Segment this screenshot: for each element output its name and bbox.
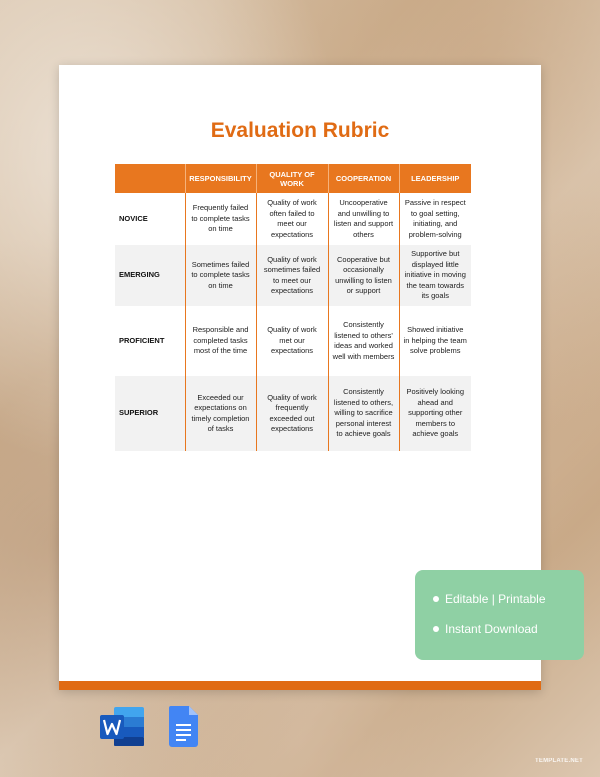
table-cell: Passive in respect to goal setting, initiating, and problem-solving: [399, 193, 471, 245]
table-row: [115, 193, 471, 245]
feature-item: [433, 592, 546, 606]
header-cell-cooperation: COOPERATION: [328, 164, 399, 193]
feature-item: [433, 622, 538, 636]
rubric-table: [115, 164, 471, 451]
header-cell-responsibility: RESPONSIBILITY: [185, 164, 256, 193]
level-cell: SUPERIOR: [115, 376, 185, 451]
google-docs-icon[interactable]: [169, 706, 198, 747]
table-cell: Quality of work sometimes failed to meet our expectations: [256, 245, 328, 306]
table-cell: Sometimes failed to complete tasks on time: [185, 245, 256, 306]
table-cell: Responsible and completed tasks most of the time: [185, 306, 256, 376]
table-cell: Showed initiative in helping the team solve problems: [399, 306, 471, 376]
table-cell: Exceeded our expectations on timely completion of tasks: [185, 376, 256, 451]
bullet-icon: [433, 626, 439, 632]
microsoft-word-icon[interactable]: [100, 706, 145, 747]
bullet-icon: [433, 596, 439, 602]
table-row: [115, 306, 471, 376]
table-cell: Uncooperative and unwilling to listen and support others: [328, 193, 399, 245]
feature-label: Instant Download: [445, 622, 538, 636]
table-cell: Supportive but displayed little initiative in moving the team towards its goals: [399, 245, 471, 306]
watermark-text: TEMPLATE.NET: [535, 758, 583, 764]
table-cell: Consistently listened to others' ideas and worked well with members: [328, 306, 399, 376]
table-row: [115, 376, 471, 451]
level-cell: PROFICIENT: [119, 335, 165, 345]
header-cell-leadership: LEADERSHIP: [399, 164, 471, 193]
header-cell-quality-of-work: QUALITY OF WORK: [256, 164, 328, 193]
footer-accent-bar: [59, 681, 541, 690]
table-cell: Consistently listened to others, willing to sacrifice personal interest to achieve goals: [328, 376, 399, 451]
table-cell: Frequently failed to complete tasks on time: [185, 193, 256, 245]
table-row: [115, 245, 471, 306]
document-title: Evaluation Rubric: [210, 119, 390, 142]
features-badge: [415, 570, 584, 660]
table-header-row: [115, 164, 471, 193]
level-cell: NOVICE: [119, 213, 148, 223]
table-cell: Quality of work met our expectations: [256, 306, 328, 376]
table-cell: Positively looking ahead and supporting other members to achieve goals: [399, 376, 471, 451]
table-cell: Cooperative but occasionally unwilling to listen or support: [328, 245, 399, 306]
header-cell-level: [115, 164, 185, 193]
level-cell: EMERGING: [115, 245, 185, 306]
table-cell: Quality of work frequently exceeded out expectations: [256, 376, 328, 451]
feature-label: Editable | Printable: [445, 592, 546, 606]
table-cell: Quality of work often failed to meet our expectations: [256, 193, 328, 245]
